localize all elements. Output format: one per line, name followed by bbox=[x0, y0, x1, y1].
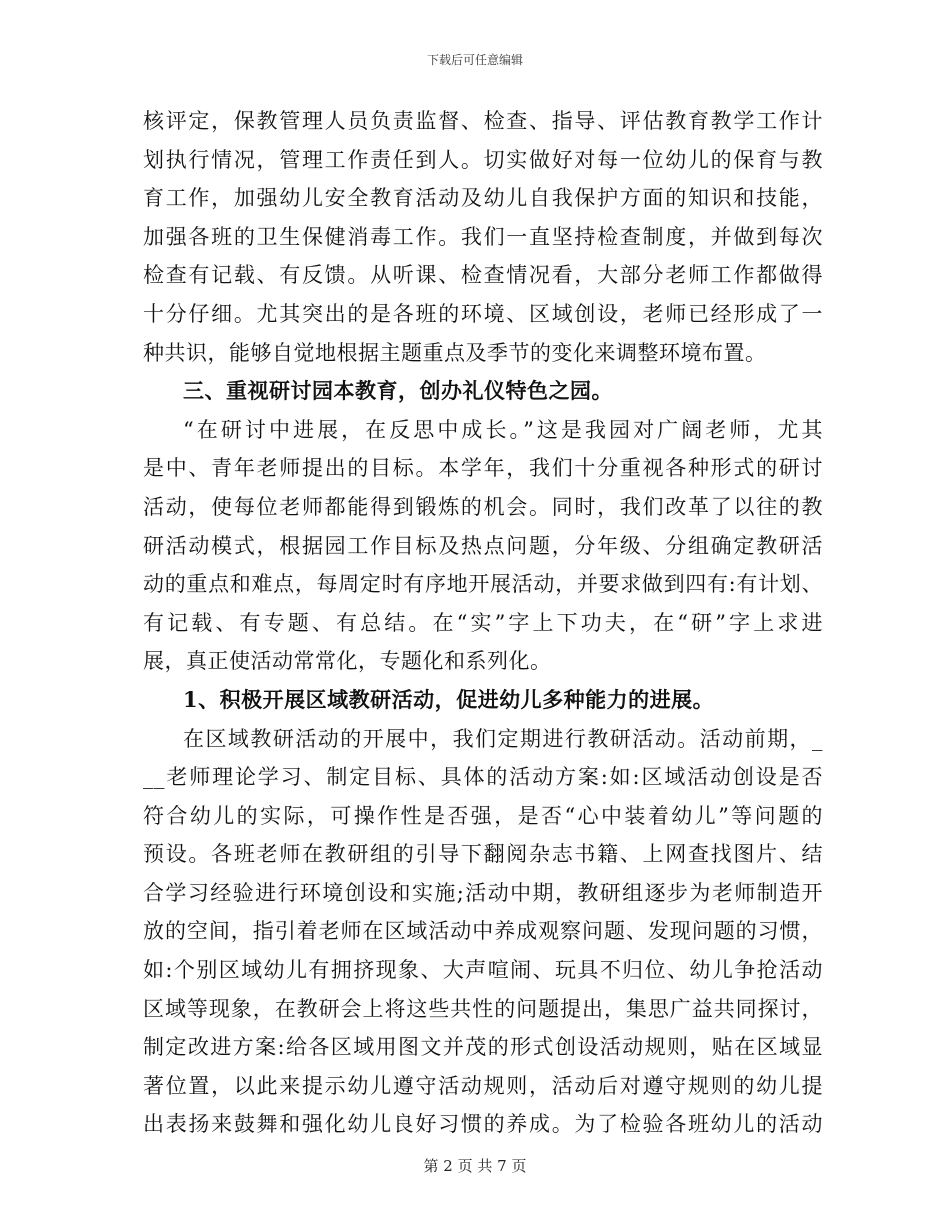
body-line: 符合幼儿的实际，可操作性是否强，是否“心中装着幼儿”等问题的 bbox=[143, 803, 823, 828]
body-line: 活动，使每位老师都能得到锻炼的机会。同时，我们改革了以往的教 bbox=[143, 494, 823, 519]
body-line: 预设。各班老师在教研组的引导下翻阅杂志书籍、上网查找图片、结 bbox=[143, 842, 823, 867]
body-line: 著位置，以此来提示幼儿遵守活动规则，活动后对遵守规则的幼儿提 bbox=[143, 1073, 823, 1098]
body-line: 十分仔细。尤其突出的是各班的环境、区域创设，老师已经形成了一 bbox=[143, 301, 823, 326]
body-line: 放的空间，指引着老师在区域活动中养成观察问题、发现问题的习惯， bbox=[143, 919, 823, 944]
body-line: __老师理论学习、制定目标、具体的活动方案:如:区域活动创设是否 bbox=[143, 765, 823, 790]
body-line: 划执行情况，管理工作责任到人。切实做好对每一位幼儿的保育与教 bbox=[143, 147, 823, 172]
body-line: 检查有记载、有反馈。从听课、检查情况看，大部分老师工作都做得 bbox=[143, 263, 823, 288]
body-line: 如:个别区域幼儿有拥挤现象、大声喧闹、玩具不归位、幼儿争抢活动 bbox=[143, 958, 823, 983]
body-line: “在研讨中进展，在反思中成长。”这是我园对广阔老师，尤其 bbox=[183, 417, 823, 442]
body-line: 制定改进方案:给各区域用图文并茂的形式创设活动规则，贴在区域显 bbox=[143, 1035, 823, 1060]
page-number: 第 2 页 共 7 页 bbox=[423, 1157, 527, 1175]
body-line: 核评定，保教管理人员负责监督、检查、指导、评估教育教学工作计 bbox=[143, 109, 823, 133]
body-line: 育工作，加强幼儿安全教育活动及幼儿自我保护方面的知识和技能， bbox=[143, 186, 823, 211]
body-line: 是中、青年老师提出的目标。本学年，我们十分重视各种形式的研讨 bbox=[143, 456, 823, 481]
body-line: 合学习经验进行环境创设和实施;活动中期，教研组逐步为老师制造开 bbox=[143, 880, 823, 905]
subsection-heading: 1、积极开展区域教研活动，促进幼儿多种能力的进展。 bbox=[183, 686, 715, 712]
body-line: 动的重点和难点，每周定时有序地开展活动，并要求做到四有:有计划、 bbox=[143, 572, 823, 597]
section-heading: 三、重视研讨园本教育，创办礼仪特色之园。 bbox=[183, 378, 613, 404]
body-line: 出表扬来鼓舞和强化幼儿良好习惯的养成。为了检验各班幼儿的活动 bbox=[143, 1112, 823, 1137]
body-line: 种共识，能够自觉地根据主题重点及季节的变化来调整环境布置。 bbox=[143, 340, 767, 365]
body-line: 区域等现象，在教研会上将这些共性的问题提出，集思广益共同探讨， bbox=[143, 996, 823, 1021]
body-line: 有记载、有专题、有总结。在“实”字上下功夫，在“研”字上求进 bbox=[143, 610, 823, 635]
body-line: 研活动模式，根据园工作目标及热点问题，分年级、分组确定教研活 bbox=[143, 533, 823, 558]
document-body bbox=[143, 102, 823, 1144]
body-line: 加强各班的卫生保健消毒工作。我们一直坚持检查制度，并做到每次 bbox=[143, 224, 823, 249]
page-header: 下载后可任意编辑 bbox=[426, 53, 523, 67]
body-line: 展，真正使活动常常化，专题化和系列化。 bbox=[143, 649, 552, 674]
body-line: 在区域教研活动的开展中，我们定期进行教研活动。活动前期，_ bbox=[183, 726, 823, 751]
